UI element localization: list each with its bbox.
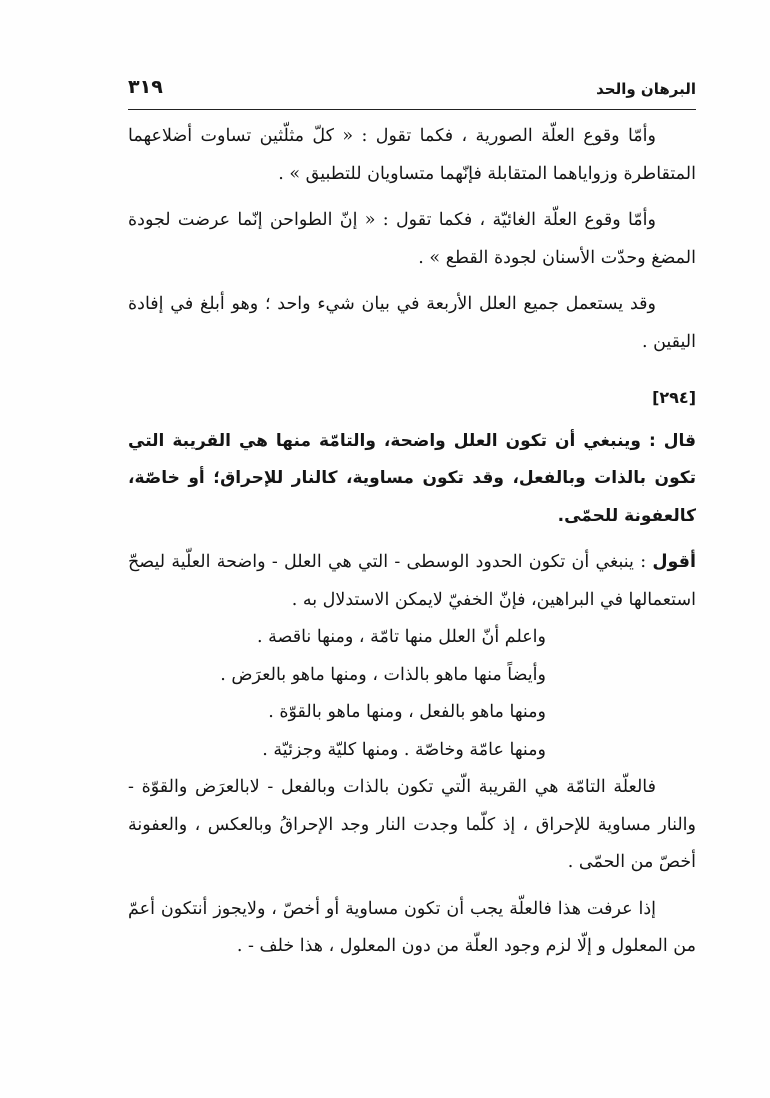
- qala-text: : وينبغي أن تكون العلل واضحة، والتامّة منها هي القريبة التي تكون بالذات وبالفعل، وقد تكون مساوية، كالنار للإحراق؛ أو خاصّة، كالعفونة للحمّى.: [128, 430, 696, 526]
- page-header: [128, 74, 696, 110]
- page-body: [128, 118, 696, 966]
- list-item: ومنها عامّة وخاصّة . ومنها كليّة وجزئيّة .: [262, 739, 546, 760]
- paragraph-formal-cause: وأمّا وقوع العلّة الصورية ، فكما تقول : « كلّ مثلّثين تساوت أضلاعهما المتقاطرة وزواياهما المتقابلة فإنّهما متساويان للتطبيق » .: [128, 126, 696, 184]
- list-item: واعلم أنّ العلل منها تامّة ، ومنها ناقصة .: [257, 627, 546, 647]
- running-title: البرهان والحد: [596, 80, 696, 98]
- aqulu-marker: أقول: [652, 552, 696, 572]
- aqulu-paragraph: [128, 544, 696, 619]
- paragraph-conclusion: إذا عرفت هذا فالعلّة يجب أن تكون مساوية أو أخصّ ، ولايجوز أنتكون أعمّ من المعلول و إلّا لزم وجود العلّة من دون المعلول ، هذا خلف - .: [128, 898, 696, 956]
- aqulu-text: : ينبغي أن تكون الحدود الوسطى - التي هي العلل - واضحة العلّية ليصحّ استعمالها في البراهين، فإنّ الخفيّ لايمكن الاستدلال به .: [128, 552, 696, 610]
- list-item: وأيضاً منها ماهو بالذات ، ومنها ماهو بالعرَض .: [220, 664, 546, 685]
- header-rule: [128, 109, 696, 110]
- qala-paragraph: [128, 423, 696, 536]
- qala-marker: قال: [663, 430, 696, 451]
- list-item: ومنها ماهو بالفعل ، ومنها ماهو بالقوّة .: [268, 702, 546, 722]
- section-number: [٢٩٤]: [652, 388, 696, 407]
- paragraph-four-causes: وقد يستعمل جميع العلل الأربعة في بيان شيء واحد ؛ وهو أبلغ في إفادة اليقين .: [128, 294, 696, 352]
- paragraph-complete-cause: فالعلّة التامّة هي القريبة الّتي تكون بالذات وبالفعل - لابالعرَض والقوّة - والنار مساوية للإحراق ، إذ كلّما وجدت النار وجد الإحراقُ وبالعكس ، والعفونة أخصّ من الحمّى .: [128, 777, 696, 872]
- page-number: ٣١٩: [128, 76, 163, 98]
- paragraph-final-cause: وأمّا وقوع العلّة الغائيّة ، فكما تقول : « إنّ الطواحن إنّما عرضت لجودة المضغ وحدّت الأسنان لجودة القطع » .: [128, 210, 696, 268]
